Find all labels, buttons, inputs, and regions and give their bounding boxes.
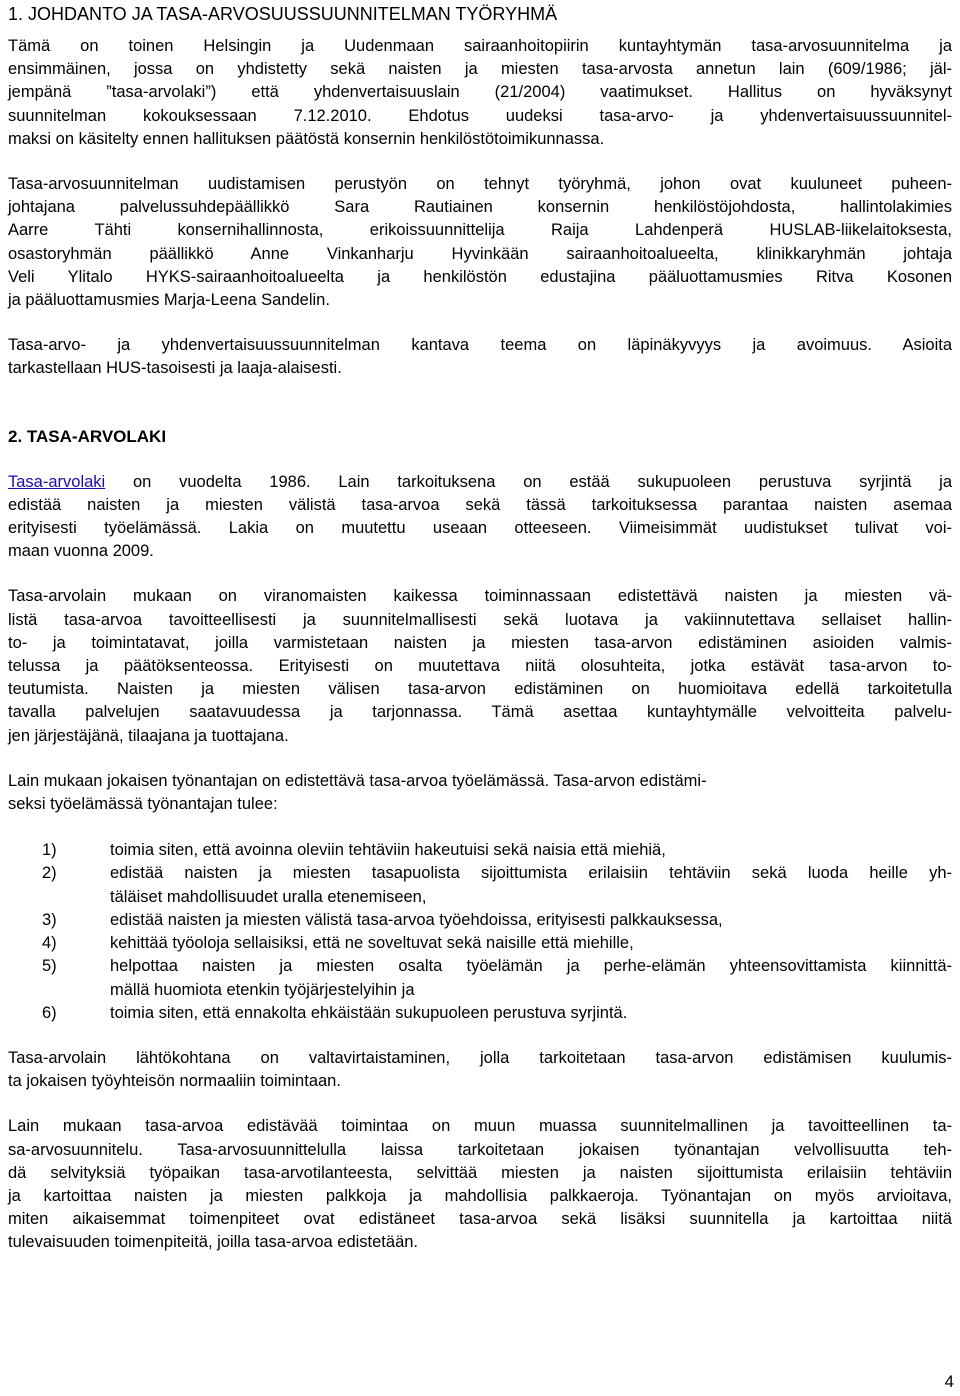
text-line: mällä huomiota etenkin työjärjestelyihin ja [110,980,415,999]
list-item [42,839,952,862]
list-number: 2) [42,864,57,883]
text-line: Tasa-arvo- ja yhdenvertaisuussuunnitelman kantava teema on läpinäkyvyys ja avoimuus. Asioita [8,336,952,355]
text-line: erityisesti työelämässä. Lakia on muutettu useaan otteeseen. Viimeisimmät uudistukset tulivat voi- [8,519,952,538]
text-line: Lain mukaan jokaisen työnantajan on edistettävä tasa-arvoa työelämässä. Tasa-arvon edistämi- [8,771,707,790]
text-line: listä tasa-arvoa tavoitteellisesti ja suunnitelmallisesti sekä luotava ja vakiinnutettava sellaiset hallin- [8,610,952,629]
text-line: jen järjestäjänä, tilaajana ja tuottajana. [8,726,289,745]
list-number: 6) [42,1003,57,1022]
text-line: maksi on käsitelty ennen hallituksen päätöstä konsernin henkilöstötoimikunnassa. [8,129,605,148]
text-line: toimia siten, että avoinna oleviin tehtäviin hakeutuisi sekä naisia että miehiä, [110,841,666,860]
s2-paragraph-2 [8,585,952,747]
s2-paragraph-3 [8,770,952,816]
text-line: Tämä on toinen Helsingin ja Uudenmaan sairaanhoitopiirin kuntayhtymän tasa-arvosuunnitelma ja [8,37,952,55]
text-line: tulevaisuuden toimenpiteitä, joilla tasa-arvoa edistetään. [8,1233,419,1252]
s1-paragraph-3 [8,334,952,380]
text-line: tarkastellaan HUS-tasoisesti ja laaja-alaisesti. [8,359,342,378]
text-line: telussa ja päätöksenteossa. Erityisesti on muutettava niitä olosuhteita, jotka estävät tasa-arvon to- [8,657,952,676]
text-line: johtajana palvelussuhdepäällikkö Sara Rautiainen konsernin henkilöstöjohdosta, hallintolakimies [8,198,952,217]
text-line: suunnitelman kokouksessaan 7.12.2010. Ehdotus uudeksi tasa-arvo- ja yhdenvertaisuussuunnitel- [8,106,952,125]
document-page [8,0,952,1255]
text-line: Veli Ylitalo HYKS-sairaanhoitoalueelta ja henkilöstön edustajina pääluottamusmies Ritva Kosonen [8,267,952,286]
text-line: maan vuonna 2009. [8,542,154,561]
tasa-arvolaki-link[interactable]: Tasa-arvolaki [8,472,106,491]
text-line: miten aikaisemmat toimenpiteet ovat edistäneet tasa-arvoa sekä lisäksi suunnitella ja kartoittaa niitä [8,1210,952,1229]
list-item [42,955,952,1001]
text-line: helpottaa naisten ja miesten osalta työelämän ja perhe-elämän yhteensovittamista kiinnittä- [110,957,952,976]
s1-paragraph-2 [8,173,952,312]
text-line [8,471,952,494]
text-line: sa-arvosuunnitelu. Tasa-arvosuunnittelulla laissa tarkoitetaan jokaisen työnantajan velvollisuutta teh- [8,1140,952,1159]
list-item [42,909,952,932]
text-line: täläiset mahdollisuudet uralla etenemiseen, [110,887,427,906]
text-line: Tasa-arvolain mukaan on viranomaisten kaikessa toiminnassaan edistettävä naisten ja miesten vä- [8,587,952,606]
text-line: kehittää työoloja sellaisiksi, että ne soveltuvat sekä naisille että miehille, [110,934,634,953]
employer-duties-list [8,839,952,1025]
list-item [42,862,952,908]
text-line: Aarre Tähti konsernihallinnosta, erikoissuunnittelija Raija Lahdenperä HUSLAB-liikelaitoksesta, [8,221,952,240]
section-2-heading: 2. TASA-ARVOLAKI [8,426,167,446]
text-line: toimia siten, että ennakolta ehkäistään sukupuoleen perustuva syrjintä. [110,1003,628,1022]
text-span: on vuodelta 1986. Lain tarkoituksena on estää sukupuoleen perustuva syrjintä ja [105,472,952,491]
text-line: seksi työelämässä työnantajan tulee: [8,795,278,814]
text-line: to- ja toimintatavat, joilla varmistetaan naisten ja miesten tasa-arvon edistäminen asioiden valmis- [8,633,952,652]
text-line: dä selvityksiä työpaikan tasa-arvotilanteesta, selvittää miesten ja naisten sijoittumista erilaisiin tehtäviin [8,1163,952,1182]
page-number: 4 [944,1372,954,1391]
s2-paragraph-1 [8,471,952,564]
text-line: jempänä ”tasa-arvolaki”) että yhdenvertaisuuslain (21/2004) vaatimukset. Hallitus on hyväksynyt [8,83,952,102]
text-line: ja kartoittaa naisten ja miesten palkkoja ja mahdollisia palkkaeroja. Työnantajan on myös arvioitava, [8,1186,952,1205]
text-line: ensimmäinen, jossa on yhdistetty sekä naisten ja miesten tasa-arvosta annetun lain (609/1986; jäl- [8,60,952,79]
section-1-heading: 1. JOHDANTO JA TASA-ARVOSUUSSUUNNITELMAN TYÖRYHMÄ [8,4,558,24]
list-number: 5) [42,957,57,976]
text-line: ta jokaisen työyhteisön normaaliin toimintaan. [8,1072,341,1091]
list-number: 4) [42,934,57,953]
text-line: osastoryhmän päällikkö Anne Vinkanharju Hyvinkään sairaanhoitoalueelta, klinikkaryhmän johtaja [8,244,952,263]
list-item [42,932,952,955]
text-line: Lain mukaan tasa-arvoa edistävää toimintaa on muun muassa suunnitelmallinen ja tavoitteellinen ta- [8,1117,952,1136]
list-number: 3) [42,910,57,929]
text-line: Tasa-arvosuunnitelman uudistamisen perustyön on tehnyt työryhmä, johon ovat kuuluneet puheen- [8,175,952,194]
text-line: Tasa-arvolain lähtökohtana on valtavirtaistaminen, jolla tarkoitetaan tasa-arvon edistämisen kuulumis- [8,1048,952,1067]
s2-paragraph-4 [8,1047,952,1093]
text-line: edistää naisten ja miesten tasapuolista sijoittumista erilaisiin tehtäviin sekä luoda heille yh- [110,864,952,883]
text-line: edistää naisten ja miesten välistä tasa-arvoa sekä tässä tarkoituksessa parantaa naisten asemaa [8,495,952,514]
s1-paragraph-1 [8,35,952,151]
text-line: teutumista. Naisten ja miesten välisen tasa-arvon edistäminen on huomioitava edellä tarkoitetulla [8,680,952,699]
list-number: 1) [42,841,57,860]
s2-paragraph-5 [8,1115,952,1254]
text-line: tavalla palvelujen saatavuudessa ja tarjonnassa. Tämä asettaa kuntayhtymälle velvoitteita palvelu- [8,703,952,722]
text-line: edistää naisten ja miesten välistä tasa-arvoa työehdoissa, erityisesti palkkauksessa, [110,910,723,929]
list-item [42,1002,952,1025]
text-line: ja pääluottamusmies Marja-Leena Sandelin. [8,291,330,310]
